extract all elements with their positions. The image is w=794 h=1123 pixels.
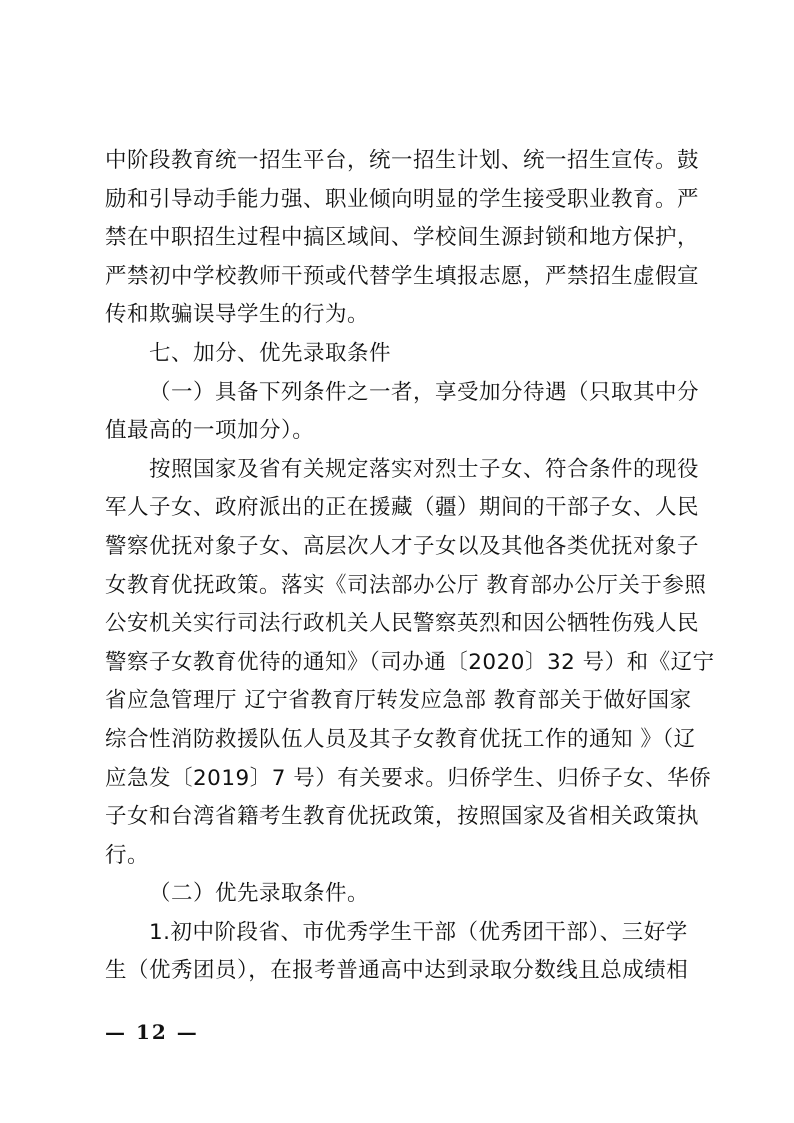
text-line: 严禁初中学校教师干预或代替学生填报志愿，严禁招生虚假宣 xyxy=(105,263,700,289)
text-line: 警察优抚对象子女、高层次人才子女以及其他各类优抚对象子 xyxy=(105,533,700,559)
text-line: 励和引导动手能力强、职业倾向明显的学生接受职业教育。严 xyxy=(105,186,700,212)
body-text xyxy=(105,142,715,991)
text-line: 公安机关实行司法行政机关人民警察英烈和因公牺牲伤残人民 xyxy=(105,611,700,637)
text-line: 军人子女、政府派出的正在援藏（疆）期间的干部子女、人民 xyxy=(105,495,700,521)
text-line: 传和欺骗误导学生的行为。 xyxy=(105,302,370,328)
subsection-heading: （二）优先录取条件。 xyxy=(149,881,370,907)
section-heading: 七、加分、优先录取条件 xyxy=(149,340,392,366)
subsection-heading: （一）具备下列条件之一者，享受加分待遇（只取其中分 xyxy=(149,379,700,405)
text-line: 省应急管理厅 辽宁省教育厅转发应急部 教育部关于做好国家 xyxy=(105,688,692,714)
text-line: 中阶段教育统一招生平台，统一招生计划、统一招生宣传。鼓 xyxy=(105,148,700,173)
paragraph-start: 按照国家及省有关规定落实对烈士子女、符合条件的现役 xyxy=(149,456,700,482)
text-line: 值最高的一项加分）。 xyxy=(105,418,315,444)
text-line: 生（优秀团员），在报考普通高中达到录取分数线且总成绩相 xyxy=(105,958,689,984)
text-line: 综合性消防救援队伍人员及其子女教育优抚工作的通知 》（辽 xyxy=(105,726,696,752)
text-line: 禁在中职招生过程中搞区域间、学校间生源封锁和地方保护， xyxy=(105,225,700,251)
text-line: 女教育优抚政策。落实《司法部办公厅 教育部办公厅关于参照 xyxy=(105,572,707,598)
paragraph-start: 1.初中阶段省、市优秀学生干部（优秀团干部）、三好学 xyxy=(149,919,688,945)
text-line: 子女和台湾省籍考生教育优抚政策，按照国家及省相关政策执 xyxy=(105,804,700,830)
page-number: — 12 — xyxy=(105,1020,199,1044)
text-line: 警察子女教育优待的通知》（司办通〔2020〕32 号）和《辽宁 xyxy=(105,649,715,675)
text-line: 行。 xyxy=(105,842,150,868)
text-line: 应急发〔2019〕7 号）有关要求。归侨学生、归侨子女、华侨 xyxy=(105,765,712,791)
